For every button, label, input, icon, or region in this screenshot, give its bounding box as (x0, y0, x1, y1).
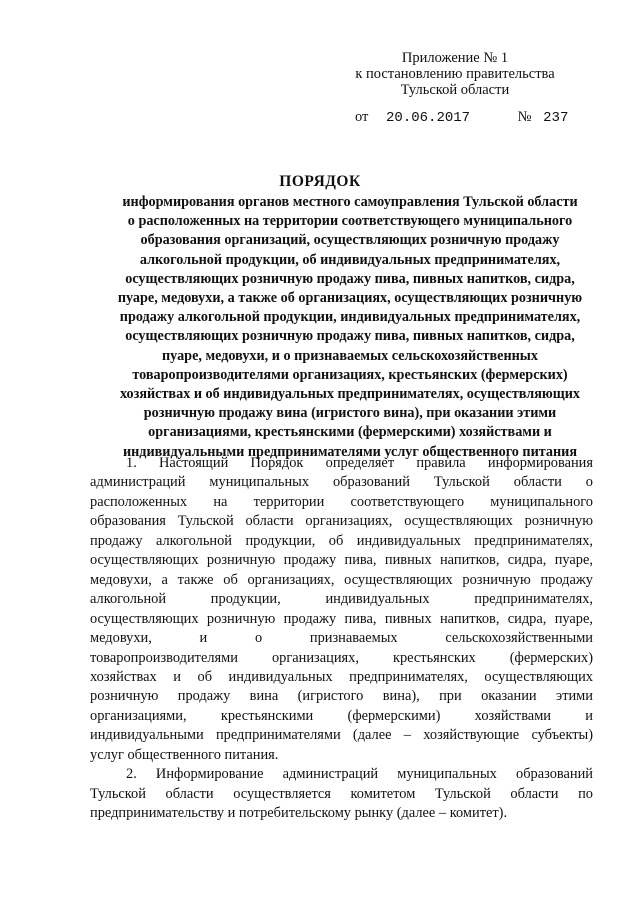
appendix-line: Приложение № 1 (401, 50, 509, 66)
document-body (90, 454, 593, 824)
subtitle-line: пуаре, медовухи, и о признаваемых сельскохозяйственных (162, 347, 538, 364)
subtitle-line: индивидуальными предпринимателями услуг общественного питания (122, 443, 578, 460)
paragraph-1-line: организациями, крестьянскими (фермерскими) хозяйствами и (90, 707, 593, 724)
appendix-line: к постановлению правительства (355, 66, 555, 82)
subtitle-line: о расположенных на территории соответствующего муниципального (127, 213, 573, 230)
paragraph-2-line: Тульской области осуществляется комитетом Тульской области по (90, 785, 593, 802)
paragraph-1-line: администраций муниципальных образований Тульской области о (90, 474, 593, 491)
paragraph-1-line: медовухи, а также об организациях, осуществляющих розничную продажу (90, 571, 593, 588)
paragraph-1-line: розничную продажу вина (игристого вина), при оказании этими (90, 688, 593, 705)
document-title: ПОРЯДОК (279, 173, 361, 190)
document-subtitle (60, 193, 640, 462)
subtitle-line: осуществляющих розничную продажу пива, пивных напитков, сидра, (125, 270, 575, 287)
number-label: № (517, 109, 532, 125)
paragraph-1-line: осуществляющих розничную продажу пива, пивных напитков, сидра, пуаре, (90, 552, 593, 569)
subtitle-line: товаропроизводителями организациях, крестьянских (фермерских) (132, 366, 568, 383)
subtitle-line: организациями, крестьянскими (фермерскими) хозяйствами и (148, 424, 552, 441)
paragraph-1-line: товаропроизводителями организациях, крестьянских (фермерских) (90, 649, 593, 666)
appendix-block (330, 50, 580, 98)
paragraph-1-line: 1. Настоящий Порядок определяет правила информирования (126, 455, 593, 471)
subtitle-line: информирования органов местного самоуправления Тульской области (122, 194, 578, 210)
appendix-line: Тульской области (400, 82, 510, 98)
paragraph-2-line: предпринимательству и потребительскому рынку (далее – комитет). (90, 805, 508, 822)
paragraph-2-line: 2. Информирование администраций муниципальных образований (126, 766, 593, 783)
paragraph-1-line: расположенных на территории соответствующего муниципального (90, 493, 593, 510)
subtitle-line: алкогольной продукции, об индивидуальных предпринимателях, (139, 251, 561, 268)
subtitle-line: хозяйствах и об индивидуальных предпринимателях, осуществляющих (119, 386, 581, 403)
document-reference (355, 109, 575, 126)
date-label: от (355, 109, 369, 125)
subtitle-line: продажу алкогольной продукции, индивидуальных предпринимателях, (119, 309, 581, 326)
paragraph-1-line: образования Тульской области организациях, осуществляющих розничную (90, 513, 593, 530)
paragraph-1-line: индивидуальными предпринимателями (далее – хозяйствующие субъекты) (90, 727, 593, 744)
subtitle-line: образования организаций, осуществляющих розничную продажу (140, 232, 560, 249)
paragraph-1-line: осуществляющих розничную продажу пива, пивных напитков, сидра, пуаре, (90, 610, 593, 627)
paragraph-1-line: алкогольной продукции, индивидуальных предпринимателях, (90, 591, 593, 608)
paragraph-1-line: продажу алкогольной продукции, об индивидуальных предпринимателях, (90, 532, 593, 549)
paragraph-1-line: медовухи, и о признаваемых сельскохозяйственными (90, 630, 593, 647)
subtitle-line: осуществляющих розничную продажу пива, пивных напитков, сидра, (125, 328, 575, 345)
paragraph-1-line: хозяйствах и об индивидуальных предпринимателях, осуществляющих (90, 668, 593, 685)
document-number: 237 (543, 110, 569, 126)
subtitle-line: розничную продажу вина (игристого вина), при оказании этими (143, 405, 557, 422)
subtitle-line: пуаре, медовухи, а также об организациях, осуществляющих розничную (117, 290, 583, 307)
paragraph-1-line: услуг общественного питания. (90, 746, 279, 763)
document-date: 20.06.2017 (386, 110, 471, 126)
